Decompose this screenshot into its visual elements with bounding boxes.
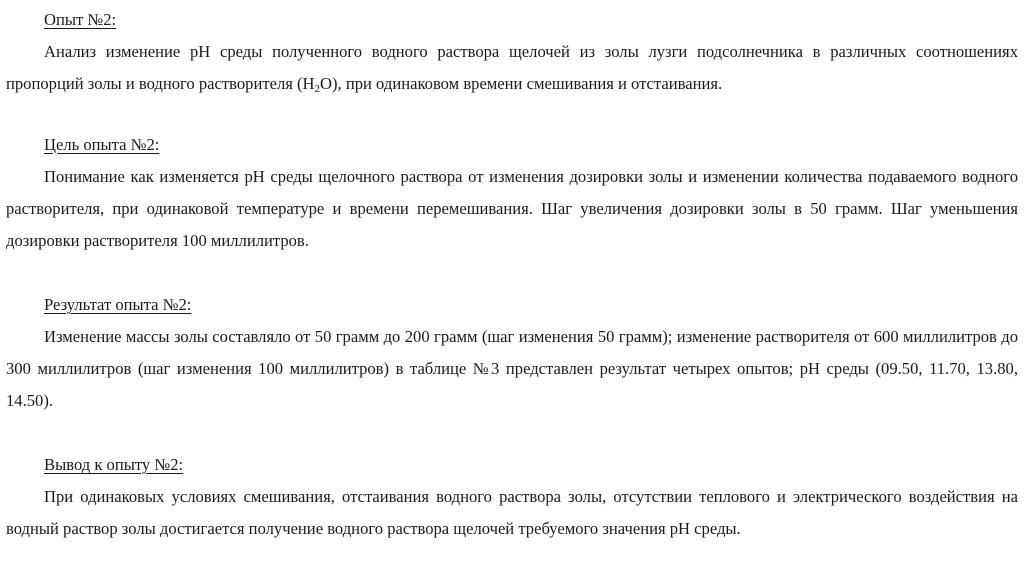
conclusion-section: [6, 453, 1018, 545]
experiment-text-part1: Анализ изменение pH среды полученного водного раствора щелочей из золы лузги подсолнечника в различных соотношениях пропорций золы и водного растворителя (H: [6, 42, 1018, 93]
goal-section: [6, 133, 1018, 256]
conclusion-text: При одинаковых условиях смешивания, отстаивания водного раствора золы, отсутствии теплового и электрического воздействия на водный раствор золы достигается получение водного раствора щелочей требуемого значения pH среды.: [6, 487, 1018, 538]
result-section: [6, 293, 1018, 416]
experiment-heading: Опыт №2:: [44, 10, 117, 29]
experiment-text-part2: O), при одинаковом времени смешивания и отстаивания.: [320, 73, 723, 93]
result-heading: Результат опыта №2:: [44, 295, 192, 314]
goal-heading: Цель опыта №2:: [44, 135, 160, 154]
experiment-section: [6, 8, 1018, 100]
goal-text: Понимание как изменяется pH среды щелочного раствора от изменения дозировки золы и изменении количества подаваемого водного растворителя, при одинаковой температуре и времени перемешивания. Шаг увеличения дозировки золы в 50 грамм. Шаг уменьшения дозировки растворителя 100 миллилитров.: [6, 167, 1018, 250]
result-text: Изменение массы золы составляло от 50 грамм до 200 грамм (шаг изменения 50 грамм); изменение растворителя от 600 миллилитров до 300 миллилитров (шаг изменения 100 миллилитров) в таблице №3 представлен результат четырех опытов; pH среды (09.50, 11.70, 13.80, 14.50).: [6, 327, 1018, 410]
experiment-subscript: 2: [314, 82, 321, 95]
experiment-description: [6, 36, 1018, 100]
conclusion-heading: Вывод к опыту №2:: [44, 455, 184, 474]
